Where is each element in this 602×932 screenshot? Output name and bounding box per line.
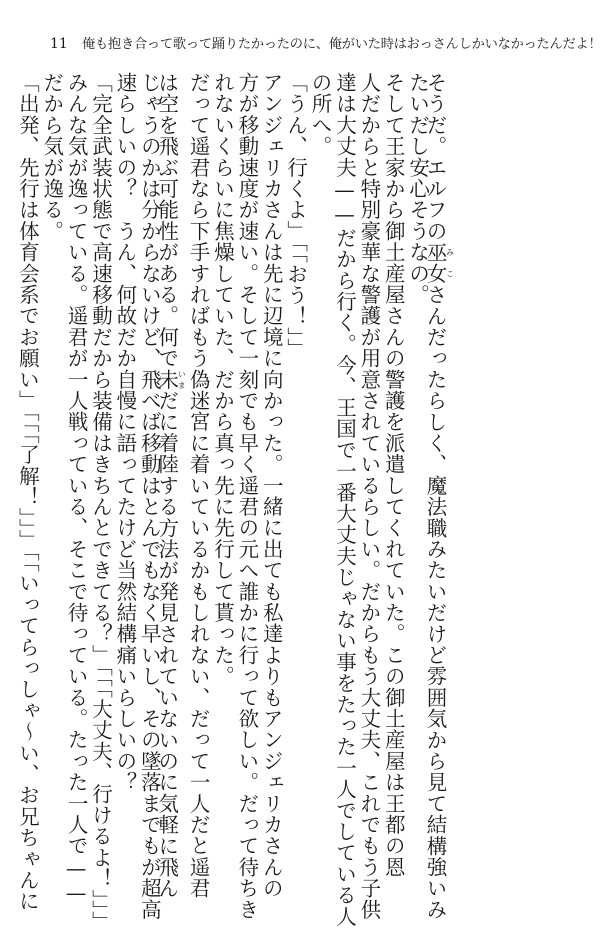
text-run: 「出発、先行は体育会系でお願い」「「「了解！」」」「「いってらっしゃ～い、お兄ちゃんに <box>15 72 40 912</box>
text-column <box>259 72 284 899</box>
text-run: れないくらいに焦燥していた、だから真っ先に先行して貰った。 <box>210 72 235 687</box>
text-run: たいだし安心そうなの。 <box>405 72 430 306</box>
text-run: は空を飛ぶ可能性がある。何で <box>154 72 179 369</box>
text-run: 方が移動速度が速い。そして一刻でも早く遥君の元へ誰かに行って欲しい。だって待ちき <box>234 72 259 920</box>
page-number: 11 <box>50 36 68 52</box>
text-run: 達は大丈夫——だから行く。今、王国で一番大丈夫じゃない事をたった一人でしている人 <box>332 72 357 927</box>
text-run: じゃうのかは分からないけど、飛べば移動はとんでもなく早いし、その墜落までもが超高 <box>137 72 162 920</box>
text-column <box>39 72 63 672</box>
text-run: 「完全武装状態で高速移動だから装備はきちんとできてる？」「「「大丈夫、行けるよ！」」」 <box>88 72 113 932</box>
text-run: だに着陸する方法が発見されていないのに気軽に飛ん <box>154 390 179 899</box>
text-run: だから気が逸る。 <box>39 72 64 242</box>
ruby-annotation: 巫女みこ <box>423 241 455 285</box>
text-column <box>88 72 113 932</box>
ruby-reading: いま <box>177 368 187 391</box>
ruby-reading: みこ <box>445 241 455 284</box>
text-column <box>381 72 406 878</box>
text-column <box>423 72 455 921</box>
text-column <box>234 72 259 920</box>
text-column <box>15 72 40 912</box>
text-column <box>154 72 187 899</box>
text-column <box>112 72 137 793</box>
text-run: アンジェリカさんは先に辺境に向かった。一緒に出ても私達よりもアンジェリカさんの <box>259 72 284 899</box>
text-column <box>283 72 307 672</box>
text-run: だって遥君なら下手すればもう偽迷宮に着いているかもしれない、だって一人だと遥君 <box>186 72 211 899</box>
text-column <box>210 72 235 687</box>
text-column <box>186 72 211 899</box>
text-column <box>356 72 381 920</box>
running-title: 俺も抱き合って歌って踊りたかったのに、俺がいた時はおっさんしかいなかったんだよ！ <box>82 37 602 52</box>
text-run: 速らしいの？ うん、何故だか自慢に語ってたけど当然結構痛いらしいの？ <box>112 72 137 793</box>
text-run: そして王家から御土産屋さんの警護を派遣してくれていた。この御土産屋は王都の恩 <box>381 72 406 878</box>
ruby-annotation: 未いま <box>154 368 187 391</box>
text-run: 人だからと特別豪華な警護が用意されているらしい。だからもう大丈夫、これでもう子供 <box>356 72 381 920</box>
vertical-text-body <box>15 72 455 932</box>
text-run: 「うん、行くよ」「「おう！」」 <box>283 72 308 360</box>
running-header <box>50 33 602 55</box>
text-run: の所へ。 <box>308 72 333 157</box>
text-run: みんな気が逸っている。遥君が一人戦っている、そこで待っている。たった一人で—— <box>64 72 89 906</box>
text-column <box>64 72 89 906</box>
text-run: そうだ。エルフの <box>423 72 447 242</box>
text-column <box>332 72 357 927</box>
text-column <box>308 72 332 672</box>
text-run: さんだったらしく、魔法職みたいだけど雰囲気から見て結構強いみ <box>423 284 447 921</box>
